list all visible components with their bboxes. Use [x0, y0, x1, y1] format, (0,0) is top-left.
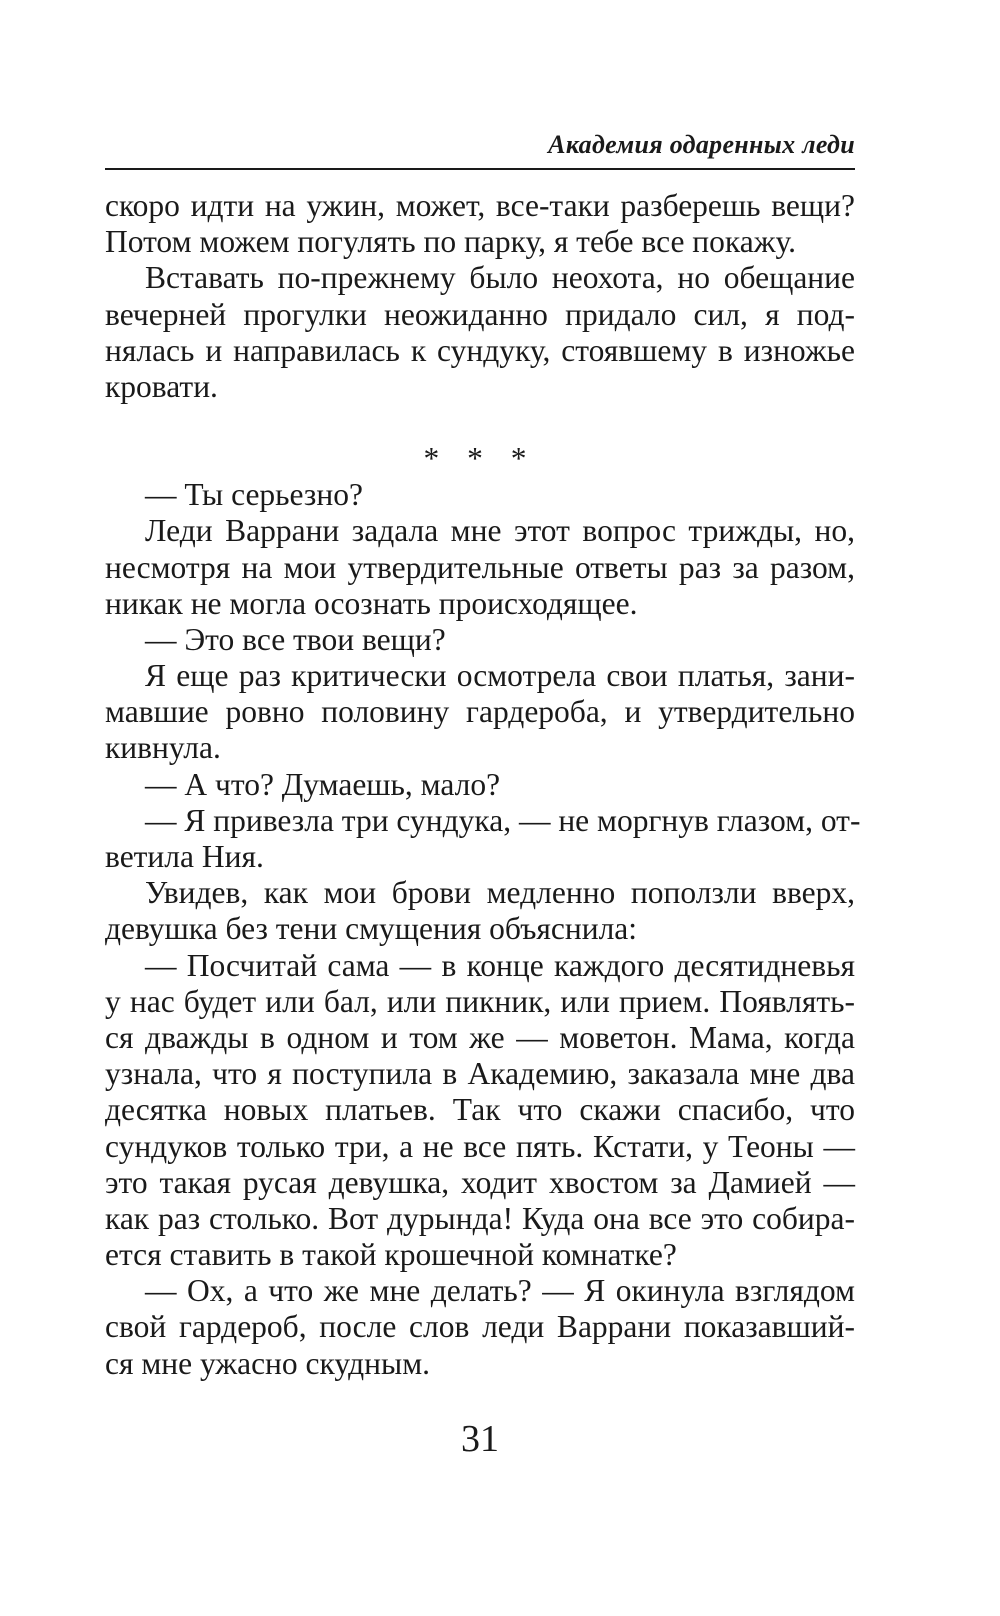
text-line: мавшие ровно половину гардероба, и утвердительно — [105, 694, 855, 730]
text-line: у нас будет или бал, или пикник, или прием. Появлять- — [105, 983, 855, 1019]
body-text — [105, 188, 861, 1382]
text-line: десятка новых платьев. Так что скажи спасибо, что — [105, 1092, 855, 1128]
text-line: вечерней прогулки неожиданно придало сил, я под- — [105, 296, 855, 332]
text-line: Леди Варрани задала мне этот вопрос трижды, но, — [145, 513, 855, 549]
text-line: ся мне ужасно скудным. — [105, 1345, 430, 1381]
text-line: — Посчитай сама — в конце каждого десятидневья — [145, 947, 855, 983]
text-line: скоро идти на ужин, может, все-таки разберешь вещи? — [105, 188, 855, 223]
text-line: узнала, что я поступила в Академию, заказала мне два — [105, 1056, 855, 1092]
text-line: Увидев, как мои брови медленно поползли вверх, — [145, 875, 855, 911]
text-line: нялась и направилась к сундуку, стоявшему в изножье — [105, 332, 855, 368]
text-line: девушка без тени смущения объяснила: — [105, 911, 638, 947]
text-line: это такая русая девушка, ходит хвостом за Дамией — — [105, 1164, 855, 1200]
text-line: никак не могла осознать происходящее. — [105, 585, 638, 621]
text-block-2 — [105, 477, 861, 1382]
text-line: Вставать по-прежнему было неохота, но обещание — [145, 260, 855, 296]
text-line: ется ставить в такой крошечной комнатке? — [105, 1237, 677, 1273]
text-line: Потом можем погулять по парку, я тебе все покажу. — [105, 224, 796, 260]
running-head: Академия одаренных леди — [548, 130, 855, 159]
header-rule — [105, 168, 855, 170]
text-line: свой гардероб, после слов леди Варрани показавший- — [105, 1309, 855, 1345]
page-number: 31 — [461, 1418, 499, 1460]
text-line: кровати. — [105, 368, 218, 404]
text-line: несмотря на мои утвердительные ответы раз за разом, — [105, 549, 855, 585]
text-line: кивнула. — [105, 730, 221, 766]
text-line: Я еще раз критически осмотрела свои платья, зани- — [145, 658, 855, 694]
text-line: — Ох, а что же мне делать? — Я окинула взглядом — [145, 1273, 855, 1309]
text-line: — Это все твои вещи? — [145, 621, 446, 657]
text-line: — Ты серьезно? — [145, 477, 363, 513]
text-line: — А что? Думаешь, мало? — [145, 766, 501, 802]
text-line: ветила Ния. — [105, 839, 264, 874]
text-line: как раз столько. Вот дурында! Куда она все это собира- — [105, 1200, 855, 1236]
text-line: — Я привезла три сундука, — не моргнув глазом, от- — [145, 802, 861, 838]
text-line: ся дважды в одном и том же — моветон. Мама, когда — [105, 1019, 855, 1055]
scene-separator: * * * — [423, 441, 537, 477]
text-block-1 — [105, 188, 855, 405]
book-page — [105, 0, 861, 1616]
text-line: сундуков только три, а не все пять. Кстати, у Теоны — — [105, 1128, 855, 1164]
